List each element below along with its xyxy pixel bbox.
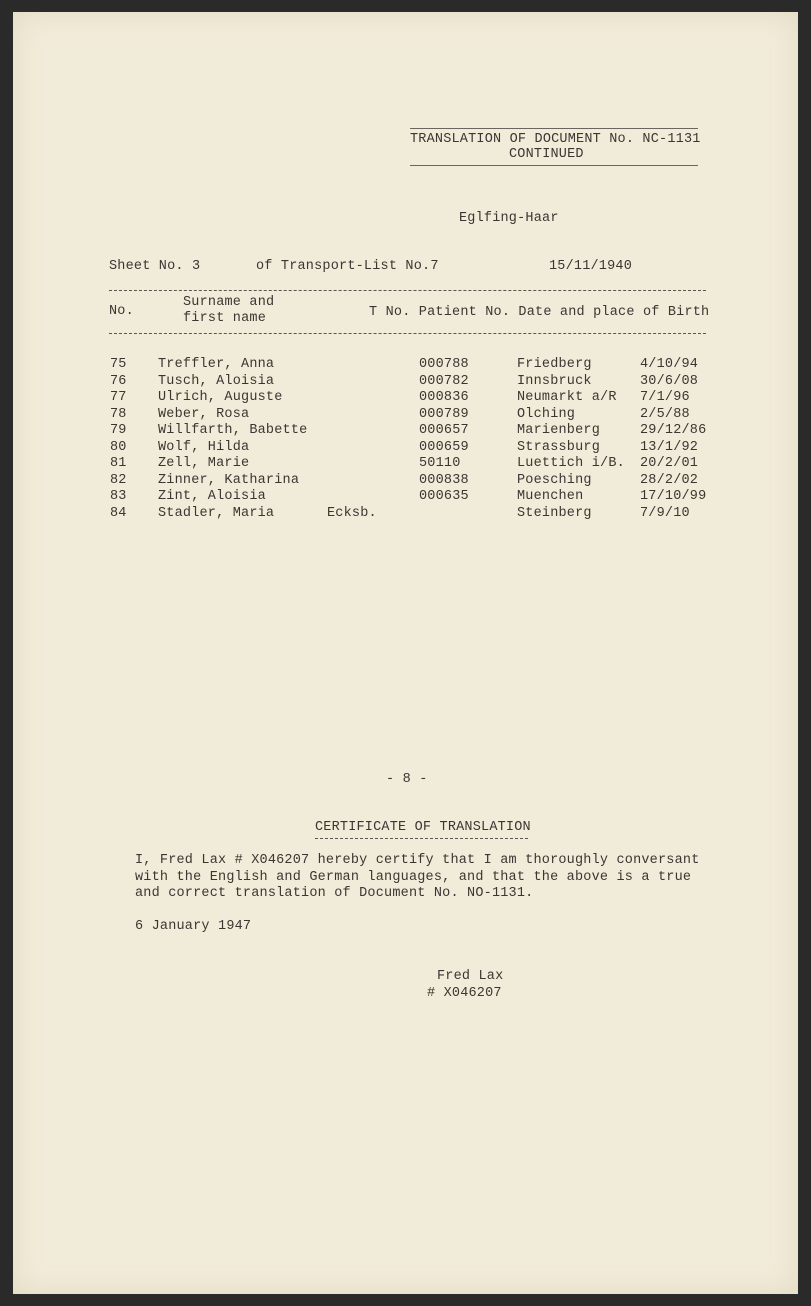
certificate-title: CERTIFICATE OF TRANSLATION <box>315 820 531 835</box>
row-number: 83 <box>110 489 127 504</box>
institution-name: Eglfing-Haar <box>459 211 559 226</box>
row-birth-place: Olching <box>517 406 576 422</box>
row-patient-no: 000838 <box>419 472 469 488</box>
row-name: Willfarth, Babette <box>158 423 308 438</box>
row-name: Ulrich, Auguste <box>158 390 283 405</box>
row-number: 82 <box>110 472 127 488</box>
row-patient-no: 000788 <box>419 357 469 372</box>
page-number: - 8 - <box>386 772 428 787</box>
row-patient-no: 000836 <box>419 390 469 405</box>
row-number: 75 <box>110 357 127 372</box>
row-birth-date: 4/10/94 <box>640 357 699 372</box>
header-bottom-rule <box>410 165 698 166</box>
row-birth-date: 29/12/86 <box>640 423 707 438</box>
sheet-date: 15/11/1940 <box>549 259 633 274</box>
row-patient-no: 000789 <box>419 406 469 422</box>
row-number: 84 <box>110 505 127 521</box>
row-name: Treffler, Anna <box>158 357 275 372</box>
signature-name: Fred Lax <box>437 969 504 984</box>
row-birth-place: Steinberg <box>517 505 592 521</box>
table-top-rule <box>109 290 706 291</box>
row-birth-place: Marienberg <box>517 423 601 438</box>
row-name: Stadler, Maria <box>158 505 275 521</box>
row-patient-no: 000659 <box>419 439 469 455</box>
row-birth-date: 17/10/99 <box>640 489 707 504</box>
column-header-surname-2: first name <box>183 311 267 326</box>
row-name: Tusch, Aloisia <box>158 373 275 389</box>
row-birth-place: Innsbruck <box>517 373 592 389</box>
row-t-no: Ecksb. <box>327 505 377 521</box>
certificate-line-3: and correct translation of Document No. NO-1131. <box>135 886 534 901</box>
certificate-line-2: with the English and German languages, and that the above is a true <box>135 870 692 885</box>
row-number: 76 <box>110 373 127 389</box>
row-birth-place: Muenchen <box>517 489 584 504</box>
document-header-continued: CONTINUED <box>509 147 584 162</box>
row-name: Zell, Marie <box>158 456 250 471</box>
certificate-line-1: I, Fred Lax # X046207 hereby certify that I am thoroughly conversant <box>135 853 700 868</box>
row-number: 80 <box>110 439 127 455</box>
row-birth-date: 30/6/08 <box>640 373 699 389</box>
document-header-title: TRANSLATION OF DOCUMENT No. NC-1131 <box>410 132 701 147</box>
row-number: 78 <box>110 406 127 422</box>
column-header-surname-1: Surname and <box>183 295 275 310</box>
row-birth-place: Friedberg <box>517 357 592 372</box>
transport-list-label: of Transport-List No.7 <box>256 259 439 274</box>
row-birth-date: 7/1/96 <box>640 390 690 405</box>
table-header-rule <box>109 333 706 334</box>
row-birth-date: 13/1/92 <box>640 439 699 455</box>
signature-id: # X046207 <box>427 986 502 1001</box>
row-patient-no: 50110 <box>419 456 461 471</box>
row-name: Zint, Aloisia <box>158 489 266 504</box>
row-number: 77 <box>110 390 127 405</box>
row-birth-place: Neumarkt a/R <box>517 390 617 405</box>
row-patient-no: 000657 <box>419 423 469 438</box>
row-birth-place: Strassburg <box>517 439 601 455</box>
row-name: Zinner, Katharina <box>158 472 300 488</box>
header-top-rule <box>410 128 698 129</box>
document-page <box>13 12 798 1294</box>
row-birth-date: 7/9/10 <box>640 505 690 521</box>
row-birth-date: 2/5/88 <box>640 406 690 422</box>
row-birth-place: Poesching <box>517 472 592 488</box>
row-birth-place: Luettich i/B. <box>517 456 625 471</box>
row-name: Wolf, Hilda <box>158 439 250 455</box>
certificate-date: 6 January 1947 <box>135 919 252 934</box>
row-patient-no: 000782 <box>419 373 469 389</box>
row-patient-no: 000635 <box>419 489 469 504</box>
sheet-number: Sheet No. 3 <box>109 259 201 274</box>
row-name: Weber, Rosa <box>158 406 250 422</box>
row-number: 81 <box>110 456 127 471</box>
column-header-rest: T No. Patient No. Date and place of Birth <box>369 305 710 320</box>
certificate-title-rule <box>315 838 528 839</box>
row-number: 79 <box>110 423 127 438</box>
row-birth-date: 20/2/01 <box>640 456 699 471</box>
row-birth-date: 28/2/02 <box>640 472 699 488</box>
column-header-no: No. <box>109 304 134 319</box>
